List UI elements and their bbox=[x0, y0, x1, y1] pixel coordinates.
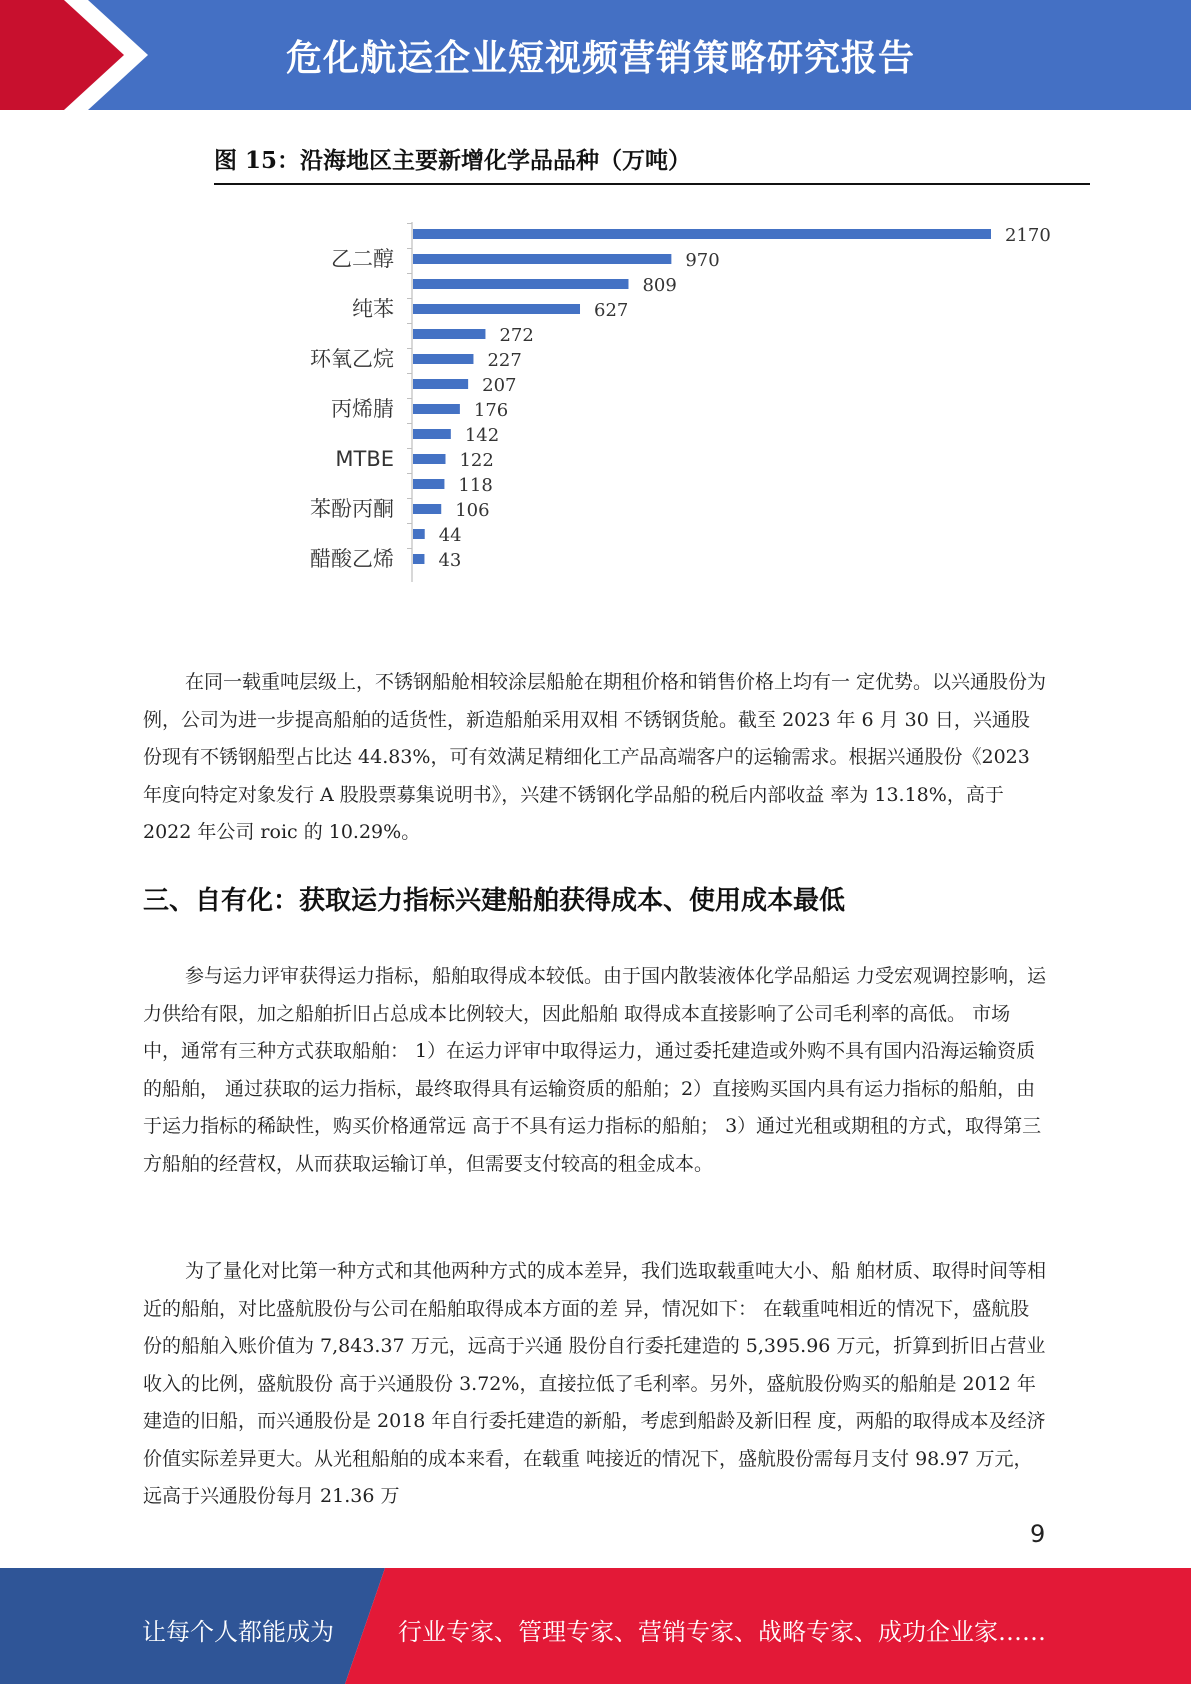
data-label: 970 bbox=[685, 250, 720, 271]
body-paragraph-1: 在同一载重吨层级上，不锈钢船舱相较涂层船舱在期租价格和销售价格上均有一 定优势。以兴通股份为例，公司为进一步提高船舶的适货性，新造船舶采用双相 不锈钢货舱。截至 2023 年 6 月 30 日，兴通股份现有不锈钢船型占比达 44.83%，可有效满足精细化工产品高端客户的运输需求。根据兴通股份《2023 年度向特定对象发行 A 股股票募集说明书》，兴建不锈钢化学品船的税后内部收益 率为 13.18%，高于 2022 年公司 roic 的 10.29%。 bbox=[143, 671, 1047, 843]
page-number: 9 bbox=[1030, 1520, 1046, 1548]
data-label: 176 bbox=[473, 400, 509, 421]
bar bbox=[413, 254, 671, 264]
data-label: 207 bbox=[482, 375, 517, 396]
data-label: 627 bbox=[594, 300, 629, 321]
bar bbox=[413, 279, 628, 289]
bar bbox=[413, 429, 451, 439]
bar-chart bbox=[0, 210, 1191, 590]
header-banner bbox=[0, 0, 1191, 110]
category-label: 纯苯 bbox=[352, 297, 394, 321]
bar bbox=[413, 304, 580, 314]
data-label: 227 bbox=[487, 350, 522, 371]
data-label: 118 bbox=[458, 475, 493, 496]
bar bbox=[413, 354, 473, 364]
body-paragraph-3: 为了量化对比第一种方式和其他两种方式的成本差异，我们选取载重吨大小、船 舶材质、取得时间等相近的船舶，对比盛航股份与公司在船舶取得成本方面的差 异，情况如下： 在载重吨相近的情况下，盛航股份的船舶入账价值为 7,843.37 万元，远高于兴通 股份自行委托建造的 5,395.96 万元，折算到折旧占营业收入的比例，盛航股份 高于兴通股份 3.72%，直接拉低了毛利率。另外，盛航股份购买的船舶是 2012 年 建造的旧船，而兴通股份是 2018 年自行委托建造的新船，考虑到船龄及新旧程 度，两船的取得成本及经济价值实际差异更大。从光租船舶的成本来看，在载重 吨接近的情况下，盛航股份需每月支付 98.97 万元，远高于兴通股份每月 21.36 万 bbox=[143, 1260, 1047, 1507]
footer-slogan-right: 行业专家、管理专家、营销专家、战略专家、成功企业家…… bbox=[398, 1618, 1046, 1646]
category-label: 环氧乙烷 bbox=[310, 347, 394, 371]
data-label: 272 bbox=[499, 325, 534, 346]
bar bbox=[413, 454, 445, 464]
data-label: 43 bbox=[438, 550, 462, 571]
category-label: 乙二醇 bbox=[331, 247, 394, 271]
bar bbox=[413, 329, 485, 339]
section-heading: 三、自有化：获取运力指标兴建船舶获得成本、使用成本最低 bbox=[143, 886, 846, 916]
bar bbox=[413, 379, 468, 389]
bar bbox=[413, 504, 441, 514]
bar bbox=[413, 404, 460, 414]
data-label: 44 bbox=[438, 525, 462, 546]
bar bbox=[413, 554, 424, 564]
data-label: 106 bbox=[455, 500, 490, 521]
data-label: 2170 bbox=[1005, 225, 1051, 246]
body-paragraph-2: 参与运力评审获得运力指标，船舶取得成本较低。由于国内散装液体化学品船运 力受宏观调控影响，运力供给有限，加之船舶折旧占总成本比例较大，因此船舶 取得成本直接影响了公司毛利率的高低。 市场中，通常有三种方式获取船舶： 1）在运力评审中取得运力，通过委托建造或外购不具有国内沿海运输资质的船舶， 通过获取的运力指标，最终取得具有运输资质的船舶；2）直接购买国内具有运力指标的船舶，由于运力指标的稀缺性，购买价格通常远 高于不具有运力指标的船舶； 3）通过光租或期租的方式，取得第三方船舶的经营权，从而获取运输订单，但需要支付较高的租金成本。 bbox=[143, 965, 1047, 1175]
category-label: 丙烯腈 bbox=[331, 397, 394, 421]
bar bbox=[413, 229, 991, 239]
bar bbox=[413, 529, 425, 539]
bar bbox=[413, 479, 444, 489]
footer-slogan-left: 让每个人都能成为 bbox=[142, 1618, 334, 1646]
category-label: 醋酸乙烯 bbox=[310, 547, 394, 571]
category-label: 苯酚丙酮 bbox=[310, 497, 394, 521]
data-label: 809 bbox=[642, 275, 677, 296]
category-label: MTBE bbox=[335, 447, 394, 471]
data-label: 142 bbox=[464, 425, 500, 446]
report-title: 危化航运企业短视频营销策略研究报告 bbox=[285, 37, 915, 79]
figure-caption: 图 15：沿海地区主要新增化学品品种（万吨） bbox=[214, 142, 1090, 185]
data-label: 122 bbox=[459, 450, 494, 471]
